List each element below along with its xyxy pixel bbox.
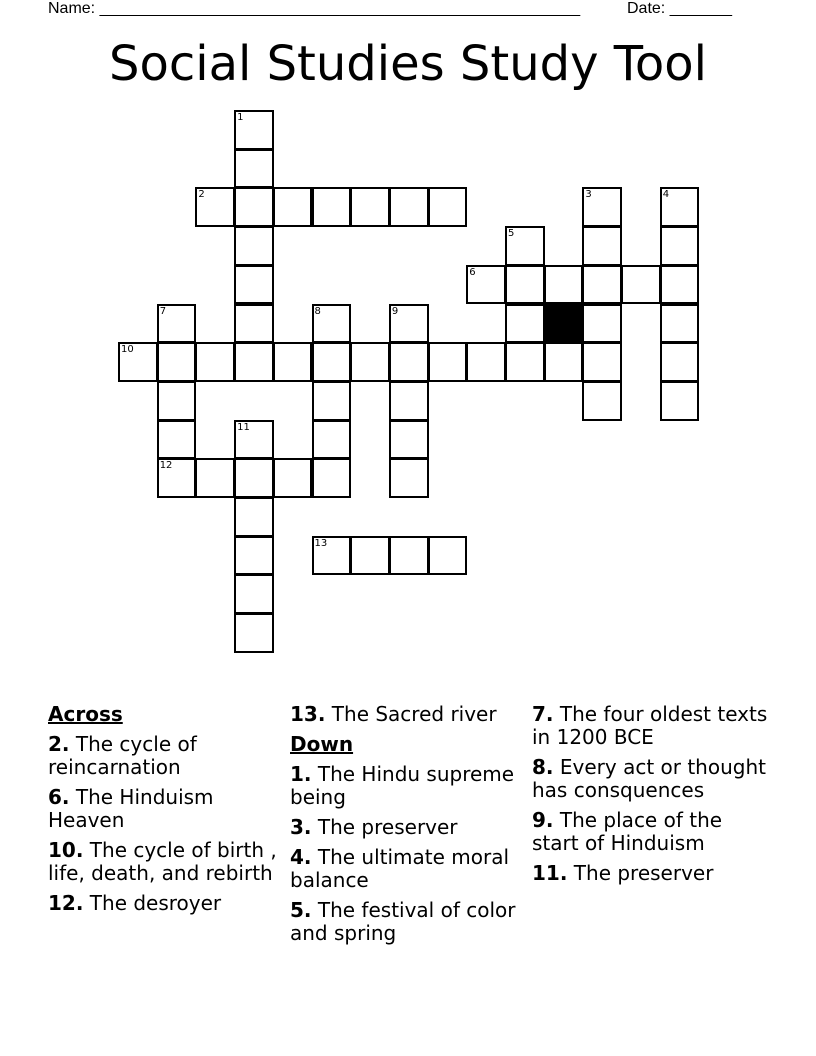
clue-number: 4. [290,845,312,869]
clue-text: The preserver [573,861,714,885]
grid-cell[interactable] [389,187,429,227]
grid-cell[interactable] [312,187,352,227]
clue-across-2 [48,733,278,779]
grid-cell[interactable] [157,342,197,382]
clue-number-label: 13 [314,537,328,549]
clue-down-9 [532,809,768,855]
clue-text: The cycle of birth , life, death, and rebirth [48,838,277,885]
clue-down-8 [532,756,768,802]
grid-cell[interactable] [312,342,352,382]
clue-number: 9. [532,808,554,832]
clue-text: The four oldest texts in 1200 BCE [532,702,768,749]
clue-down-1 [290,763,526,809]
grid-cell[interactable] [505,265,545,305]
grid-cell[interactable] [234,226,274,266]
page-title: Social Studies Study Tool [109,36,707,92]
down-heading: Down [290,732,354,756]
clue-number-label: 7 [159,305,167,317]
grid-cell[interactable] [660,265,700,305]
grid-cell[interactable] [660,226,700,266]
name-field[interactable]: Name: ______________________________________________________ [48,0,581,17]
clue-down-5 [290,899,526,945]
grid-cell[interactable] [234,187,274,227]
clue-text: The preserver [317,815,458,839]
grid-cell[interactable] [350,187,390,227]
grid-cell[interactable] [234,304,274,344]
clue-number: 3. [290,815,312,839]
grid-cell[interactable] [350,536,390,576]
clue-text: The festival of color and spring [290,898,516,945]
clue-text: Every act or thought has consquences [532,755,766,802]
grid-cell[interactable] [389,536,429,576]
clue-number-label: 3 [585,189,592,201]
grid-cell[interactable] [660,304,700,344]
grid-cell[interactable] [389,381,429,421]
grid-cell[interactable] [312,458,352,498]
clue-number: 2. [48,732,70,756]
grid-cell[interactable] [234,497,274,537]
grid-cell[interactable] [660,342,700,382]
clue-number: 1. [290,762,312,786]
grid-cell[interactable] [428,342,468,382]
grid-cell[interactable] [234,265,274,305]
grid-cell[interactable] [428,187,468,227]
clue-down-3 [290,816,526,839]
black-square [544,304,584,344]
clue-text: The Sacred river [331,702,497,726]
clue-text: The desroyer [89,891,222,915]
grid-cell[interactable] [428,536,468,576]
grid-cell[interactable] [389,420,429,460]
clue-across-13 [290,703,526,726]
grid-cell[interactable] [505,342,545,382]
clue-down-4 [290,846,526,892]
clue-number: 8. [532,755,554,779]
clue-down-7 [532,703,768,749]
clue-across-10 [48,839,278,885]
clue-number-label: 1 [237,112,244,123]
grid-cell[interactable] [312,420,352,460]
grid-cell[interactable] [234,536,274,576]
grid-cell[interactable] [582,381,622,421]
clue-number-label: 2 [198,189,205,201]
grid-cell[interactable] [660,381,700,421]
clue-number: 6. [48,785,70,809]
clue-number: 12. [48,891,84,915]
clue-number: 11. [532,861,568,885]
clue-number-label: 8 [314,305,321,317]
grid-cell[interactable] [466,342,506,382]
clue-across-12 [48,892,278,915]
grid-cell[interactable] [544,265,584,305]
grid-cell[interactable] [582,304,622,344]
grid-cell[interactable] [582,226,622,266]
grid-cell[interactable] [195,342,235,382]
grid-cell[interactable] [234,149,274,189]
date-field[interactable]: Date: _______ [627,0,732,17]
grid-cell[interactable] [234,342,274,382]
clue-text: The place of the start of Hinduism [532,808,723,855]
clues-column-1 [48,703,278,922]
grid-cell[interactable] [544,342,584,382]
clue-number: 7. [532,702,554,726]
grid-cell[interactable] [273,187,313,227]
across-heading: Across [48,702,123,726]
clues-column-3 [532,703,768,892]
grid-cell[interactable] [389,458,429,498]
clue-text: The Hinduism Heaven [48,785,214,832]
clue-number: 13. [290,702,326,726]
grid-cell[interactable] [157,420,197,460]
clue-number-label: 4 [662,189,670,201]
clue-number-label: 9 [391,305,399,317]
clue-number: 5. [290,898,312,922]
clue-text: The Hindu supreme being [290,762,515,809]
grid-cell[interactable] [234,458,274,498]
grid-cell[interactable] [389,342,429,382]
clue-number-label: 11 [237,421,250,433]
clue-text: The ultimate moral balance [290,845,510,892]
clue-number-label: 10 [121,344,134,356]
grid-cell[interactable] [312,381,352,421]
grid-cell[interactable] [621,265,661,305]
grid-cell[interactable] [273,342,313,382]
grid-cell[interactable] [234,574,274,614]
grid-cell[interactable] [505,304,545,344]
grid-cell[interactable] [234,613,274,653]
clue-number-label: 6 [469,266,476,278]
clue-number-label: 5 [508,228,515,240]
clue-number-label: 12 [159,460,173,472]
grid-cell[interactable] [582,265,622,305]
clue-number: 10. [48,838,84,862]
clues-column-2 [290,703,526,952]
grid-cell[interactable] [195,458,235,498]
clue-across-6 [48,786,278,832]
grid-cell[interactable] [350,342,390,382]
grid-cell[interactable] [273,458,313,498]
grid-cell[interactable] [157,381,197,421]
clue-text: The cycle of reincarnation [48,732,197,779]
grid-cell[interactable] [582,342,622,382]
clue-down-11 [532,862,768,885]
